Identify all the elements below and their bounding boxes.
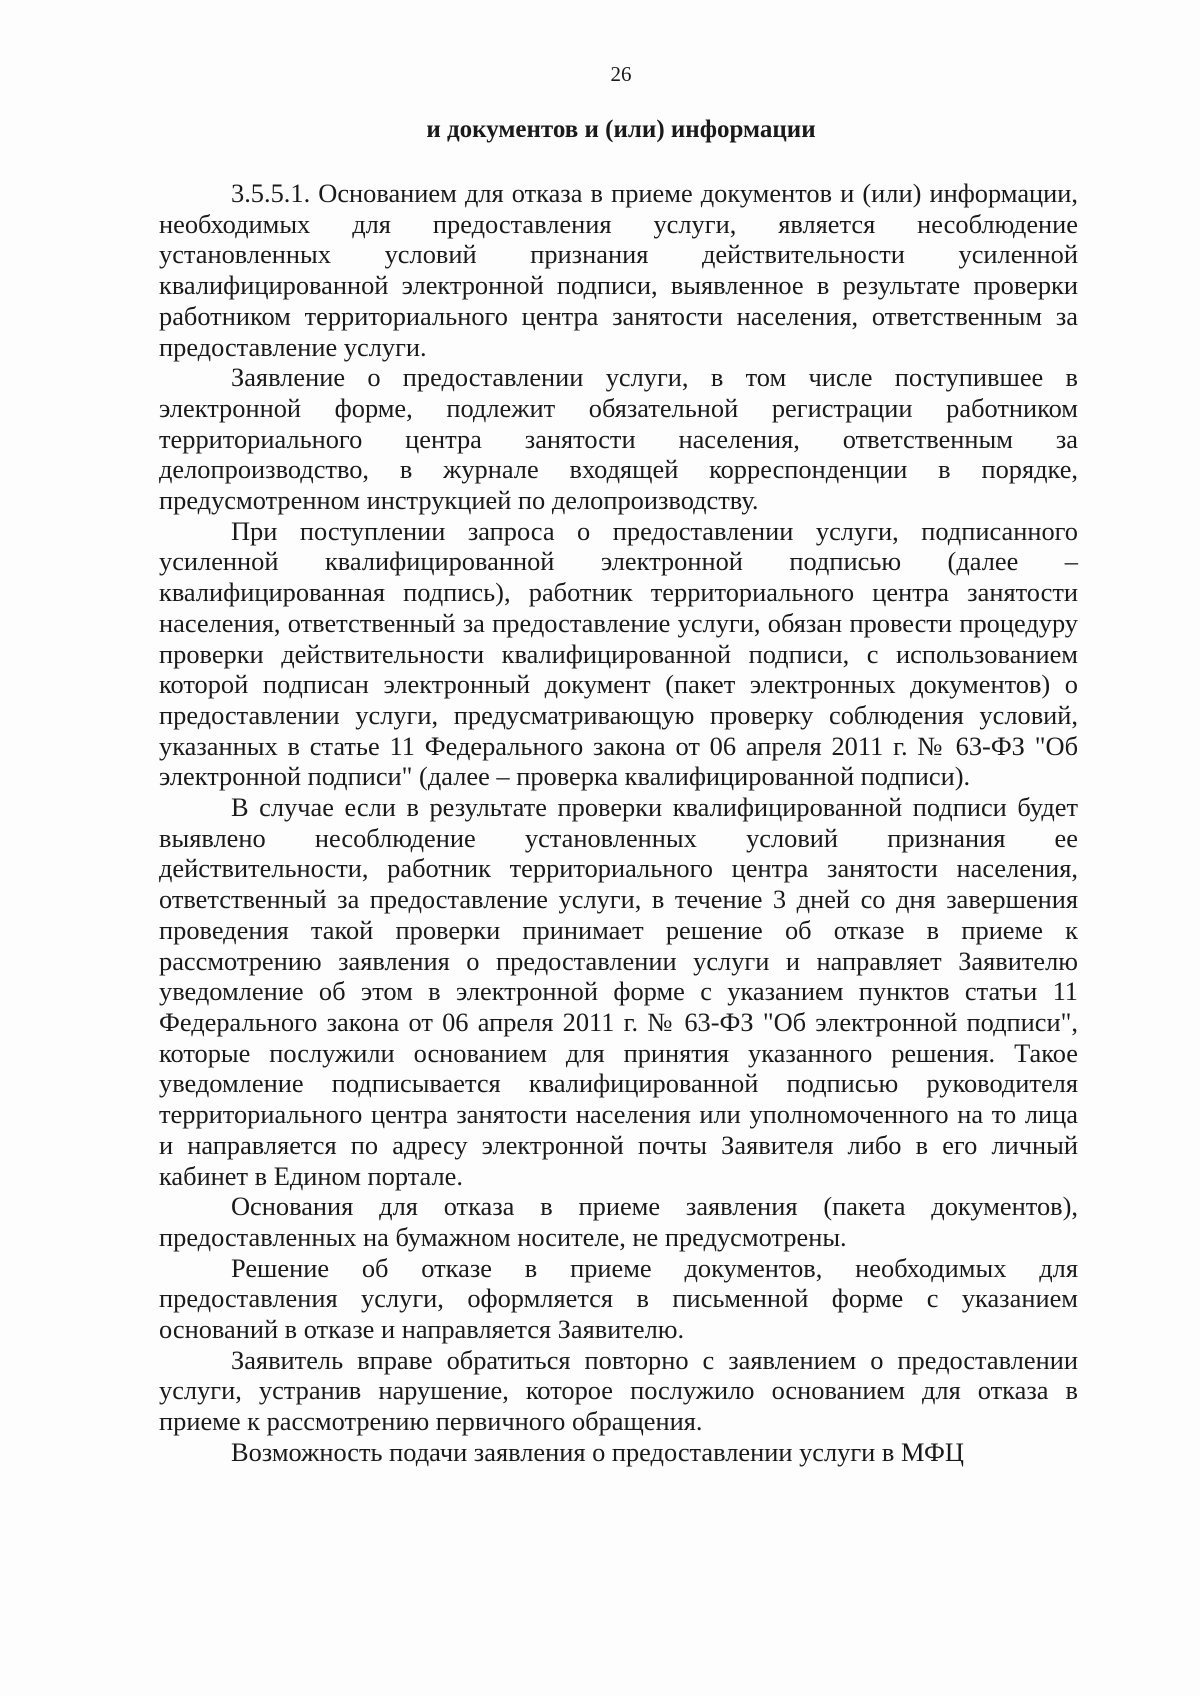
page-number: 26	[610, 62, 632, 86]
paragraph: При поступлении запроса о предоставлении услуги, подписанного усиленной квалифицированной электронной подписью (далее – квалифицированная подпись), работник территориального центра занятости населения, ответственный за предоставление услуги, обязан провести процедуру проверки действительности квалифицированной подписи, с использованием которой подписан электронный документ (пакет электронных документов) о предоставлении услуги, предусматривающую проверку соблюдения условий, указанных в статье 11 Федерального закона от 06 апреля 2011 г. № 63-ФЗ "Об электронной подписи" (далее – проверка квалифицированной подписи).	[159, 515, 1078, 792]
paragraph: Основания для отказа в приеме заявления (пакета документов), предоставленных на бумажном носителе, не предусмотрены.	[159, 1191, 1078, 1252]
paragraph: Возможность подачи заявления о предоставлении услуги в МФЦ	[231, 1436, 964, 1467]
paragraph: 3.5.5.1. Основанием для отказа в приеме документов и (или) информации, необходимых для предоставления услуги, является несоблюдение установленных условий признания действительности усиленной квалифицированной электронной подписи, выявленное в результате проверки работником территориального центра занятости населения, ответственным за предоставление услуги.	[159, 178, 1078, 362]
document-body	[159, 178, 1078, 1468]
paragraph: Заявление о предоставлении услуги, в том числе поступившее в электронной форме, подлежит обязательной регистрации работником территориального центра занятости населения, ответственным за делопроизводство, в журнале входящей корреспонденции в порядке, предусмотренном инструкцией по делопроизводству.	[159, 362, 1078, 516]
section-heading: и документов и (или) информации	[426, 116, 816, 143]
paragraph: Решение об отказе в приеме документов, необходимых для предоставления услуги, оформляется в письменной форме с указанием оснований в отказе и направляется Заявителю.	[159, 1252, 1078, 1345]
paragraph: В случае если в результате проверки квалифицированной подписи будет выявлено несоблюдение установленных условий признания ее действительности, работник территориального центра занятости населения, ответственный за предоставление услуги, в течение 3 дней со дня завершения проведения такой проверки принимает решение об отказе в приеме к рассмотрению заявления о предоставлении услуги и направляет Заявителю уведомление об этом в электронной форме с указанием пунктов статьи 11 Федерального закона от 06 апреля 2011 г. № 63-ФЗ "Об электронной подписи", которые послужили основанием для принятия указанного решения. Такое уведомление подписывается квалифицированной подписью руководителя территориального центра занятости населения или уполномоченного на то лица и направляется по адресу электронной почты Заявителя либо в его личный кабинет в Едином портале.	[159, 792, 1078, 1191]
paragraph: Заявитель вправе обратиться повторно с заявлением о предоставлении услуги, устранив нарушение, которое послужило основанием для отказа в приеме к рассмотрению первичного обращения.	[159, 1344, 1078, 1437]
